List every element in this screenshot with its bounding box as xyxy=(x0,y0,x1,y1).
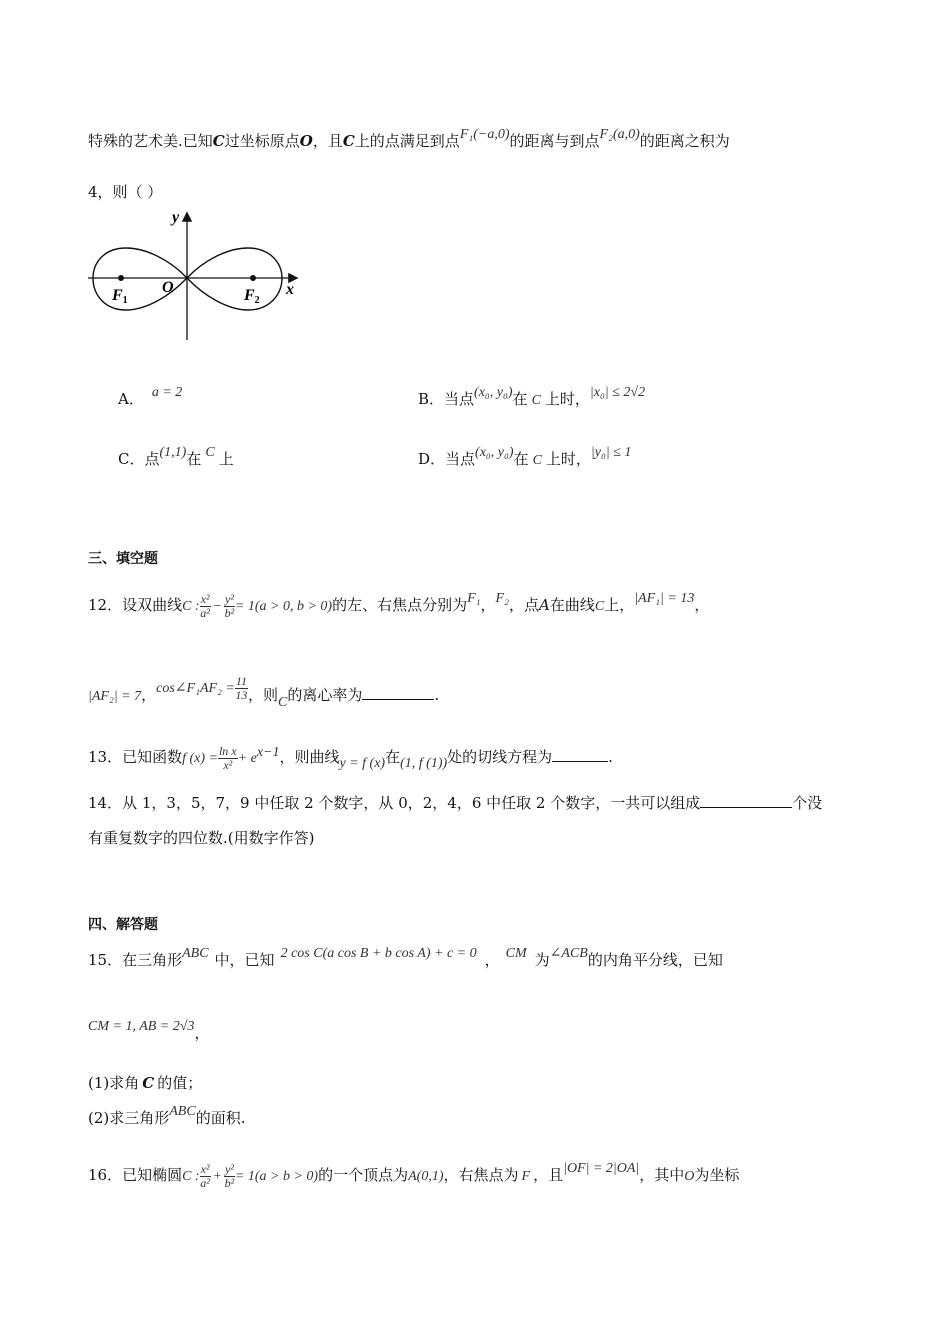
q16-math: O xyxy=(684,1169,695,1184)
q15-text: 的面积. xyxy=(195,1109,246,1127)
q15-text: 的内角平分线，已知 xyxy=(587,951,723,969)
frac-den: x² xyxy=(223,757,233,772)
option-math: (x₀, y₀) xyxy=(475,445,514,460)
curve-c: C xyxy=(342,132,355,150)
question-15-part-1 xyxy=(88,1072,202,1094)
q12-frac-cos xyxy=(235,675,248,702)
frac-num: ln x xyxy=(218,743,237,758)
q15-text: ， xyxy=(194,1024,210,1042)
section-heading-fill-in: 三、填空题 xyxy=(88,551,158,567)
q14-answer-blank[interactable] xyxy=(700,793,792,808)
q13-text: ，则曲线 xyxy=(279,748,340,766)
frac-num: x² xyxy=(200,1161,210,1176)
q16-frac-y xyxy=(224,1163,235,1190)
q16-math: A(0,1) xyxy=(408,1169,444,1184)
x-axis-label: x xyxy=(286,281,294,298)
option-math: (1,1) xyxy=(159,445,187,460)
intro-text: 的距离与到点 xyxy=(509,132,600,150)
q16-math: |OF| = 2|OA| xyxy=(563,1161,640,1176)
intro-text: 特殊的艺术美.已知 xyxy=(88,132,213,150)
q13-math: (1, f (1)) xyxy=(400,756,448,771)
q15-text: 的值； xyxy=(157,1074,203,1092)
option-math: a = 2 xyxy=(151,385,183,400)
q13-answer-blank[interactable] xyxy=(552,747,608,762)
q15-text: 中，已知 xyxy=(214,951,275,969)
question-14-line-1 xyxy=(88,792,822,814)
q13-text: 在 xyxy=(385,748,401,766)
frac-num: 11 xyxy=(235,673,247,688)
q13-math: + e xyxy=(237,751,257,766)
q12-math: − xyxy=(212,599,222,614)
q16-math: + xyxy=(212,1169,222,1184)
q15-text: (2)求三角形 xyxy=(88,1109,170,1127)
frac-den: a² xyxy=(200,605,210,620)
option-text: 当点 xyxy=(445,450,476,468)
focus-f1-point xyxy=(118,275,124,281)
q12-text: 12．设双曲线 xyxy=(88,596,183,614)
focus-f1: F₁(−a,0) xyxy=(459,127,510,142)
q15-math: 2 cos C(a cos B + b cos A) + c = 0 xyxy=(280,946,477,961)
q16-text: 16．已知椭圆 xyxy=(88,1166,183,1184)
option-text: 点 xyxy=(144,450,160,468)
option-letter: D． xyxy=(418,450,446,468)
question-15-part-2 xyxy=(88,1104,246,1131)
q12-math: C : xyxy=(182,599,200,614)
q12-text: 上， xyxy=(604,596,635,614)
q16-text: ，右焦点为 xyxy=(443,1166,519,1184)
q16-text: 的一个顶点为 xyxy=(318,1166,409,1184)
q12-math: = 1(a > 0, b > 0) xyxy=(234,599,333,614)
q12-text: ， xyxy=(694,596,710,614)
intro-text: 的距离之积为 xyxy=(639,132,730,150)
q12-text: ， xyxy=(480,596,496,614)
q12-text: ，则 xyxy=(247,686,278,704)
option-b[interactable] xyxy=(418,385,646,412)
q16-text: ，其中 xyxy=(639,1166,685,1184)
q13-frac xyxy=(218,745,238,772)
q16-math: = 1(a > b > 0) xyxy=(234,1169,319,1184)
option-d[interactable] xyxy=(418,445,632,472)
q16-text: 为坐标 xyxy=(694,1166,740,1184)
frac-num: x² xyxy=(200,591,210,606)
frac-den: b² xyxy=(224,605,235,620)
question-12-line-1 xyxy=(88,590,709,622)
q12-text: ， xyxy=(141,686,157,704)
option-letter: A． xyxy=(118,390,144,408)
q15-text: 15．在三角形 xyxy=(88,951,183,969)
option-text: 上时， xyxy=(544,390,590,408)
focus-f2: F₂(a,0) xyxy=(599,127,640,142)
lemniscate-figure xyxy=(86,208,306,343)
q12-math: |AF₂| = 7 xyxy=(88,689,142,704)
q16-math: C : xyxy=(182,1169,200,1184)
frac-den: a² xyxy=(200,1175,210,1190)
q15-math: ∠ACB xyxy=(549,946,588,961)
intro-line-2: 4，则（ ） xyxy=(88,183,163,201)
option-a[interactable] xyxy=(118,385,183,412)
q14-text: 14．从 1，3，5，7，9 中任取 2 个数字，从 0，2，4，6 中任取 2 个数字，一共可以组成 xyxy=(88,794,701,812)
f2-label: F2 xyxy=(244,287,260,306)
q12-math: F₁ xyxy=(467,591,481,606)
q12-text: 的离心率为 xyxy=(287,686,363,704)
q14-text: 个没 xyxy=(792,794,823,812)
q12-math: F₂ xyxy=(495,591,509,606)
intro-text: ，且 xyxy=(312,132,343,150)
intro-text: 过坐标原点 xyxy=(224,132,300,150)
option-text: 在 xyxy=(186,450,202,468)
q12-frac-y xyxy=(224,593,235,620)
q13-text: 13．已知函数 xyxy=(88,748,183,766)
option-math: |y₀| ≤ 1 xyxy=(590,445,632,460)
q12-math: A xyxy=(538,596,550,614)
option-letter: B． xyxy=(418,390,445,408)
q12-frac-x xyxy=(200,593,211,620)
q13-math: y = f (x) xyxy=(339,756,386,771)
frac-num: y² xyxy=(224,591,234,606)
f1-label: F1 xyxy=(112,287,128,306)
q15-math: CM = 1, AB = 2√3 xyxy=(88,1019,195,1034)
curve-c: C xyxy=(212,132,225,150)
origin-label: O xyxy=(162,279,174,296)
q13-math: f (x) = xyxy=(182,751,218,766)
question-14-line-2: 有重复数字的四位数.(用数字作答) xyxy=(88,829,315,847)
question-12-line-2 xyxy=(88,673,440,712)
q12-math: C xyxy=(594,599,605,614)
focus-f2-point xyxy=(250,275,256,281)
option-math: C xyxy=(531,393,541,408)
q12-math: C xyxy=(278,695,288,710)
frac-den: b² xyxy=(224,1175,235,1190)
intro-text: 上的点满足到点 xyxy=(354,132,460,150)
q13-math: x−1 xyxy=(256,745,280,760)
q13-text: 处的切线方程为 xyxy=(447,748,553,766)
q15-math: CM xyxy=(505,946,527,961)
q12-text: 的左、右焦点分别为 xyxy=(332,596,468,614)
q16-text: ，且 xyxy=(533,1166,564,1184)
question-13-line xyxy=(88,738,613,774)
frac-den: 13 xyxy=(235,687,248,702)
question-15-line-1 xyxy=(88,945,723,977)
question-16-line xyxy=(88,1160,739,1192)
option-text: 在 xyxy=(513,450,529,468)
option-text: 在 xyxy=(512,390,528,408)
option-text: 上 xyxy=(218,450,234,468)
q15-math: ABC xyxy=(169,1104,196,1119)
q12-math: cos∠F₁AF₂ = xyxy=(156,681,235,696)
q13-text: . xyxy=(608,748,613,766)
q12-answer-blank[interactable] xyxy=(362,685,434,700)
frac-num: y² xyxy=(224,1161,234,1176)
option-math: (x₀, y₀) xyxy=(474,385,513,400)
intro-line-1 xyxy=(88,127,730,154)
option-text: 当点 xyxy=(444,390,475,408)
q12-text: . xyxy=(434,686,440,704)
q15-text: 为 xyxy=(534,951,550,969)
q15-text: ， xyxy=(484,951,500,969)
q12-text: ，点 xyxy=(508,596,539,614)
y-axis-label: y xyxy=(172,209,180,226)
option-text: 上时， xyxy=(545,450,591,468)
q16-frac-x xyxy=(200,1163,211,1190)
q15-math: ABC xyxy=(182,946,209,961)
option-math: C xyxy=(532,453,542,468)
q15-math: C xyxy=(142,1074,155,1092)
option-letter: C． xyxy=(118,450,145,468)
q12-math: |AF₁| = 13 xyxy=(634,591,695,606)
section-heading-answer: 四、解答题 xyxy=(88,917,158,933)
q15-text: (1)求角 xyxy=(88,1074,140,1092)
option-c[interactable] xyxy=(118,445,234,472)
question-15-given xyxy=(88,1014,210,1042)
option-math: |x₀| ≤ 2√2 xyxy=(589,385,646,400)
q12-text: 在曲线 xyxy=(549,596,595,614)
origin-o: O xyxy=(299,132,313,150)
q16-math: F xyxy=(521,1169,531,1184)
option-math: C xyxy=(205,445,215,460)
